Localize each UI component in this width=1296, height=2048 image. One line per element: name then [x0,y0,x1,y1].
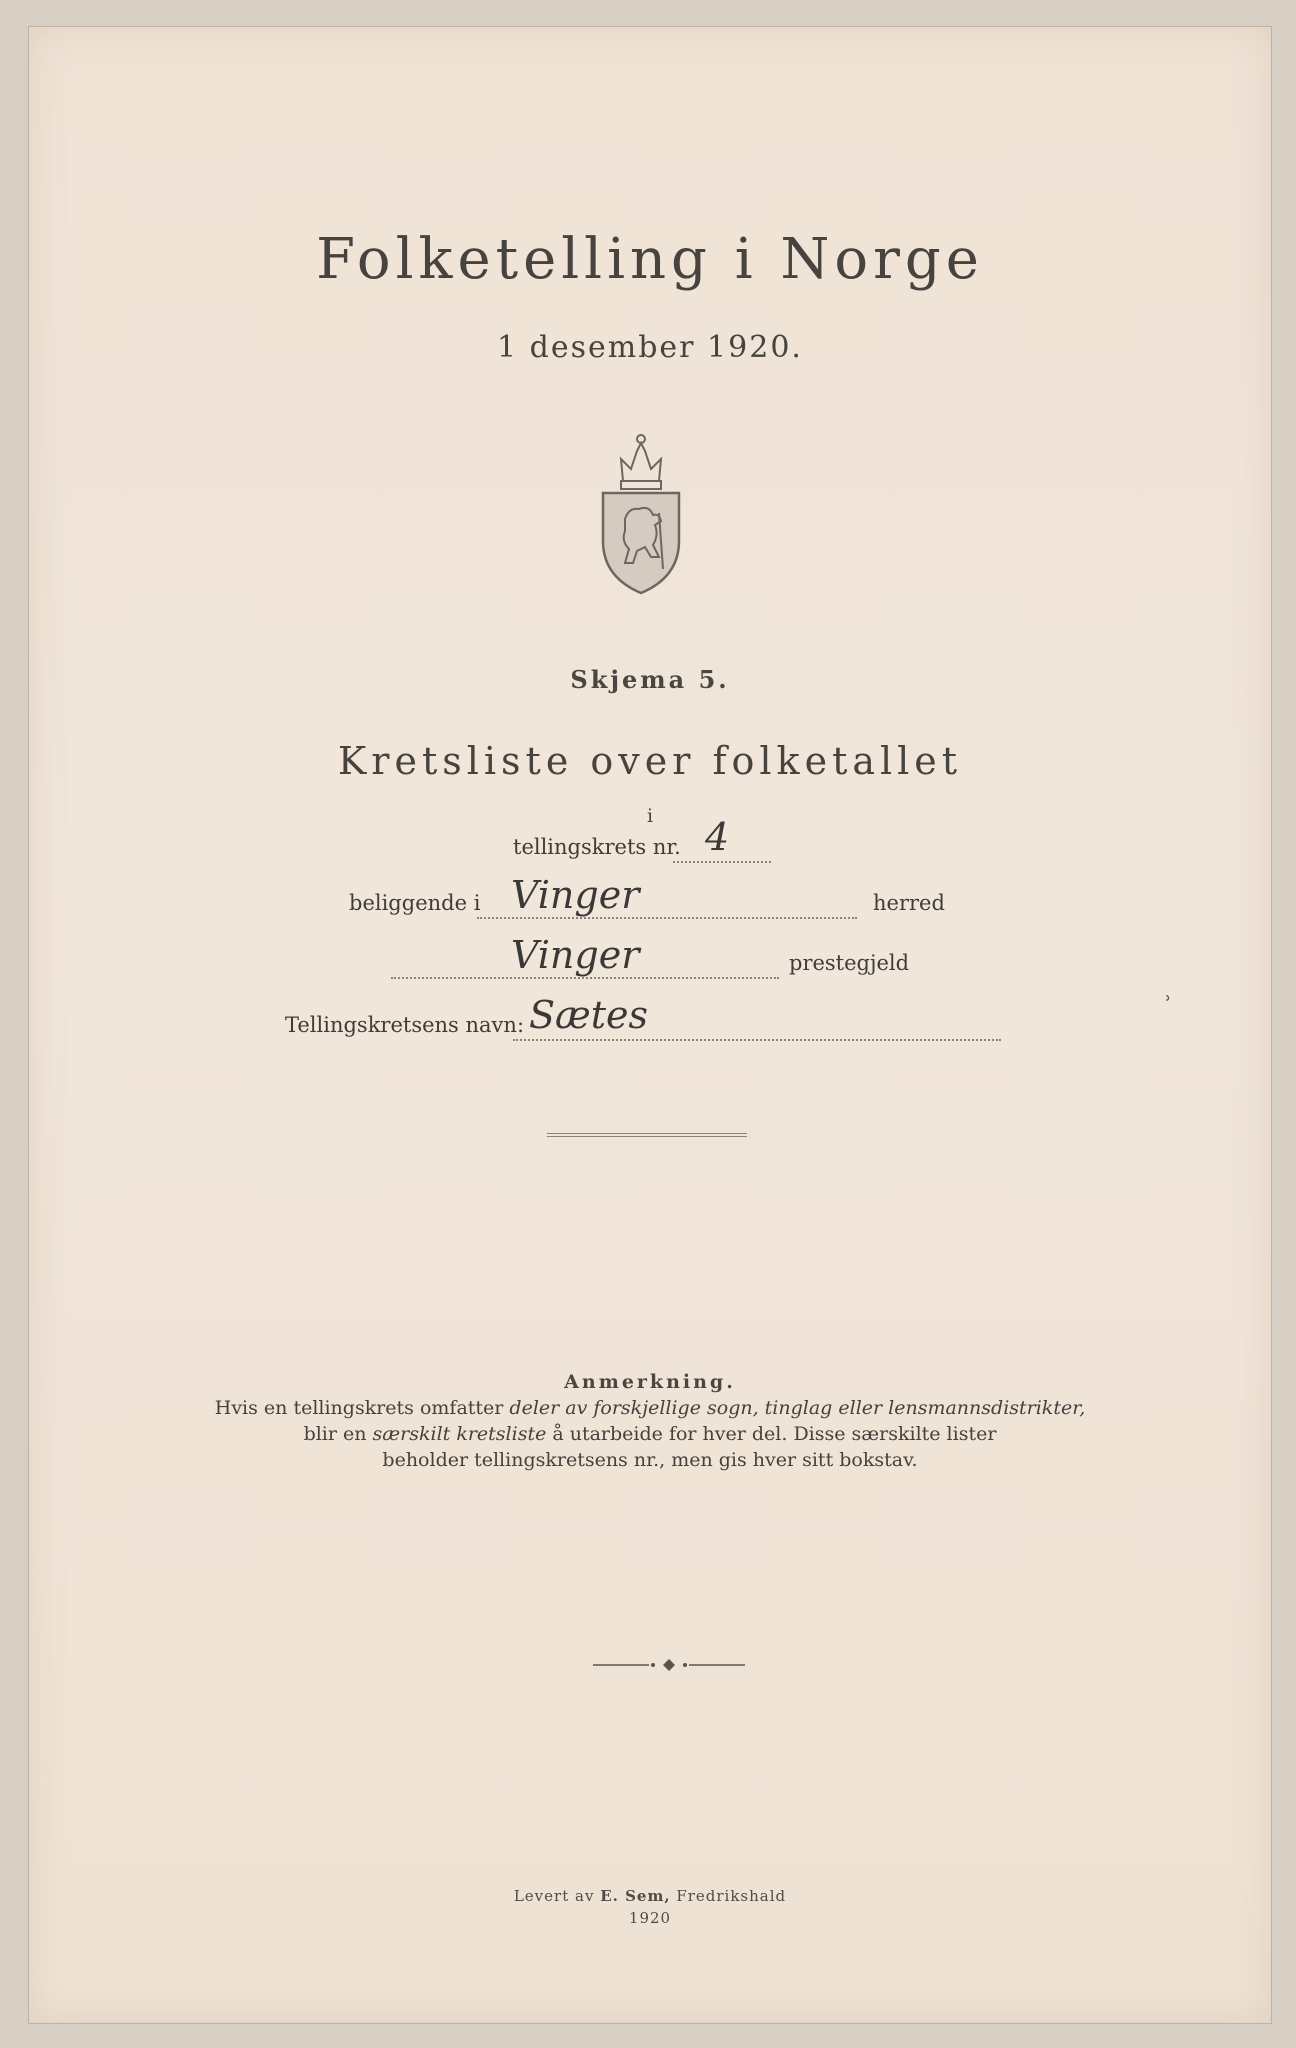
note-line-2-text-c: å utarbeide for hver del. Disse særskilte lister [546,1423,997,1445]
printer-prefix: Levert av [513,1887,601,1905]
census-form-page [28,26,1272,2024]
note-line-2-text-a: blir en [303,1423,373,1445]
section-divider [547,1133,747,1137]
connector-text: i [646,805,654,827]
municipality-value: Vinger [511,873,640,917]
municipality-label-suffix: herred [873,891,945,915]
parish-value: Vinger [511,933,640,977]
municipality-label-prefix: beliggende i [349,891,481,915]
printer-name: E. Sem, [600,1887,671,1905]
printer-credit [29,1887,1271,1905]
district-name-label: Tellingskretsens navn: [285,1013,525,1037]
note-line-1-text: Hvis en tellingskrets omfatter [214,1397,510,1419]
margin-mark: ʾ [1165,993,1172,1018]
note-line-2 [29,1423,1271,1445]
note-line-3: beholder tellingskretsens nr., men gis hver sitt bokstav. [382,1449,918,1471]
printer-year: 1920 [628,1909,672,1927]
parish-label: prestegjeld [789,951,910,975]
parish-line [391,977,779,979]
district-number-line [673,861,771,863]
note-line-1-emphasis: deler av forskjellige sogn, tinglag eller lensmannsdistrikter, [509,1397,1086,1419]
census-date: 1 desember 1920. [497,330,803,365]
page-title: Folketelling i Norge [316,227,984,292]
note-heading: Anmerkning. [564,1371,736,1393]
district-number-value: 4 [705,815,730,859]
note-line-2-emphasis: særskilt kretsliste [372,1423,547,1445]
district-name-line [513,1039,1001,1041]
coat-of-arms-icon [593,429,689,597]
district-number-label: tellingskrets nr. [513,835,681,859]
municipality-line [477,917,857,919]
district-name-value: Sætes [529,993,649,1037]
schema-number: Skjema 5. [570,665,730,694]
printer-place: Fredrikshald [670,1887,787,1905]
note-line-1 [29,1397,1271,1419]
ornament-icon [589,1653,749,1677]
form-subtitle: Kretsliste over folketallet [337,739,963,783]
